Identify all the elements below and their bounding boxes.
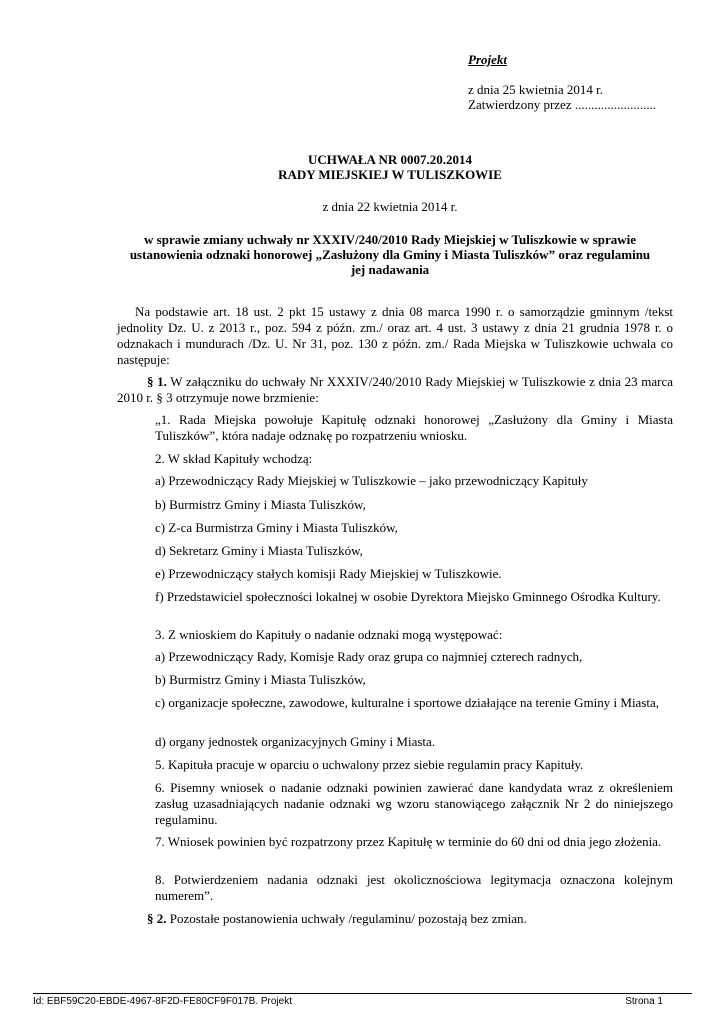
resolution-date: z dnia 22 kwietnia 2014 r. <box>322 199 458 214</box>
item-1: „1. Rada Miejska powołuje Kapitułę odznaki honorowej „Zasłużony dla Gminy i Miasta Tuliszków”, która nadaje odznakę po rozpatrzeniu wniosku. <box>155 412 673 443</box>
item-3d: d) organy jednostek organizacyjnych Gminy i Miasta. <box>155 734 436 749</box>
council-name: RADY MIEJSKIEJ W TULISZKOWIE <box>278 167 502 182</box>
section-1 <box>117 374 673 406</box>
subject-line-2: ustanowienia odznaki honorowej „Zasłużony dla Gminy i Miasta Tuliszków” oraz regulaminu <box>129 247 651 262</box>
section-2 <box>147 911 673 927</box>
item-2d: d) Sekretarz Gminy i Miasta Tuliszków, <box>155 543 363 558</box>
item-2b: b) Burmistrz Gminy i Miasta Tuliszków, <box>155 497 366 512</box>
item-5: 5. Kapituła pracuje w oparciu o uchwalony przez siebie regulamin pracy Kapituły. <box>155 757 584 772</box>
projekt-label: Projekt <box>468 52 507 67</box>
subject-line-3: jej nadawania <box>350 262 430 277</box>
section-1-text: W załączniku do uchwały Nr XXXIV/240/2010 Rady Miejskiej w Tuliszkowie z dnia 23 marca 2010 r. § 3 otrzymuje nowe brzmienie: <box>117 374 673 405</box>
item-7: 7. Wniosek powinien być rozpatrzony przez Kapitułę w terminie do 60 dni od dnia jego złożenia. <box>155 834 662 849</box>
item-3a: a) Przewodniczący Rady, Komisje Rady oraz grupa co najmniej czterech radnych, <box>155 649 583 664</box>
section-2-text: Pozostałe postanowienia uchwały /regulaminu/ pozostają bez zmian. <box>166 911 527 926</box>
document-id: Id: EBF59C20-EBDE-4967-8F2D-FE80CF9F017B. Projekt <box>33 996 292 1007</box>
footer-divider <box>33 993 692 994</box>
section-2-label: § 2. <box>147 911 167 926</box>
subject-line-1: w sprawie zmiany uchwały nr XXXIV/240/2010 Rady Miejskiej w Tuliszkowie w sprawie <box>144 232 636 247</box>
item-3b: b) Burmistrz Gminy i Miasta Tuliszków, <box>155 672 366 687</box>
item-2c: c) Z-ca Burmistrza Gminy i Miasta Tuliszków, <box>155 520 398 535</box>
page-number: Strona 1 <box>625 996 663 1007</box>
item-2e: e) Przewodniczący stałych komisji Rady Miejskiej w Tuliszkowie. <box>155 566 502 581</box>
item-3c: c) organizacje społeczne, zawodowe, kulturalne i sportowe działające na terenie Gminy i Miasta, <box>155 695 660 710</box>
resolution-number: UCHWAŁA NR 0007.20.2014 <box>308 152 472 167</box>
preamble: Na podstawie art. 18 ust. 2 pkt 15 ustawy z dnia 08 marca 1990 r. o samorządzie gminnym /tekst jednolity Dz. U. z 2013 r., poz. 594 z późn. zm./ oraz art. 4 ust. 3 ustawy z dnia 21 grudnia 1978 r. o odznakach i mundurach /Dz. U. Nr 31, poz. 130 z późn. zm./ Rada Miejska w Tuliszkowie uchwala co następuje: <box>117 304 673 367</box>
draft-date: z dnia 25 kwietnia 2014 r. <box>468 82 604 97</box>
item-6: 6. Pisemny wniosek o nadanie odznaki powinien zawierać dane kandydata wraz z określeniem zasług uzasadniających nadanie odznaki wg wzoru stanowiącego załącznik Nr 2 do niniejszego regulaminu. <box>155 780 673 827</box>
section-1-label: § 1. <box>147 374 167 389</box>
approved-by: Zatwierdzony przez ......................... <box>468 97 657 112</box>
item-3: 3. Z wnioskiem do Kapituły o nadanie odznaki mogą występować: <box>155 627 503 642</box>
item-2: 2. W skład Kapituły wchodzą: <box>155 451 313 466</box>
item-8: 8. Potwierdzeniem nadania odznaki jest okolicznościowa legitymacja oznaczona kolejnym numerem”. <box>155 872 673 903</box>
item-2f: f) Przedstawiciel społeczności lokalnej w osobie Dyrektora Miejsko Gminnego Ośrodka Kultury. <box>155 589 661 604</box>
item-2a: a) Przewodniczący Rady Miejskiej w Tuliszkowie – jako przewodniczący Kapituły <box>155 473 588 488</box>
